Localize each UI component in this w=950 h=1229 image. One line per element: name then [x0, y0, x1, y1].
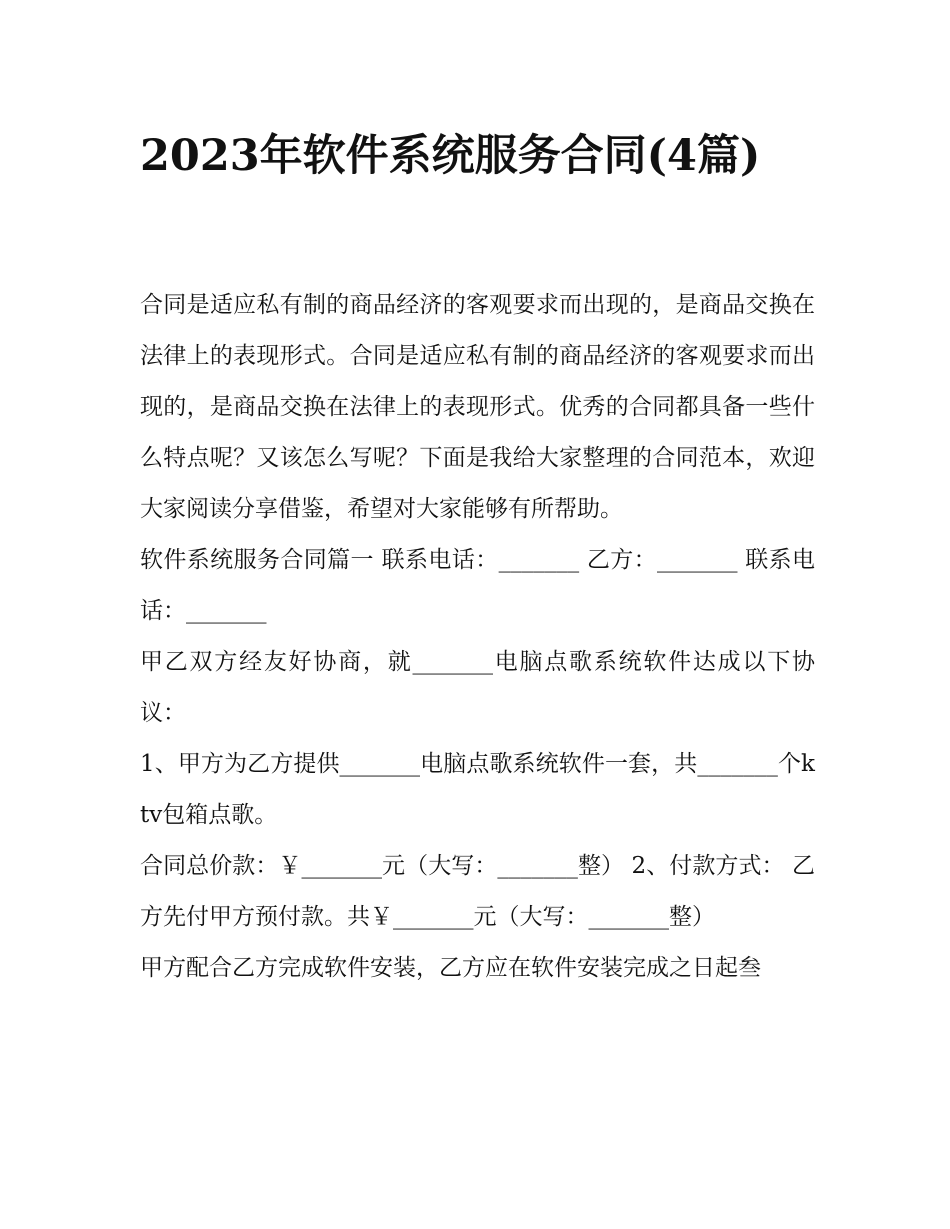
- intro-paragraph: 合同是适应私有制的商品经济的客观要求而出现的，是商品交换在法律上的表现形式。合同是适应私有制的商品经济的客观要求而出现的，是商品交换在法律上的表现形式。优秀的合同都具备一些什么特点呢？又该怎么写呢？下面是我给大家整理的合同范本，欢迎大家阅读分享借鉴，希望对大家能够有所帮助。: [140, 292, 815, 522]
- installation-paragraph: 甲方配合乙方完成软件安装，乙方应在软件安装完成之日起叁: [140, 955, 761, 981]
- clause-1-paragraph: 1、甲方为乙方提供_______电脑点歌系统软件一套，共_______个ktv包箱点歌。: [140, 751, 815, 828]
- agreement-paragraph: 甲乙双方经友好协商，就_______电脑点歌系统软件达成以下协议：: [140, 649, 815, 726]
- contract-parties-paragraph: 软件系统服务合同篇一 联系电话：_______ 乙方：_______ 联系电话：_______: [140, 547, 815, 624]
- price-payment-paragraph: 合同总价款：￥_______元（大写：_______整） 2、付款方式： 乙方先付甲方预付款。共￥_______元（大写：_______整）: [140, 853, 815, 930]
- document-title: 2023年软件系统服务合同(4篇): [140, 131, 761, 181]
- document-body: [140, 280, 815, 994]
